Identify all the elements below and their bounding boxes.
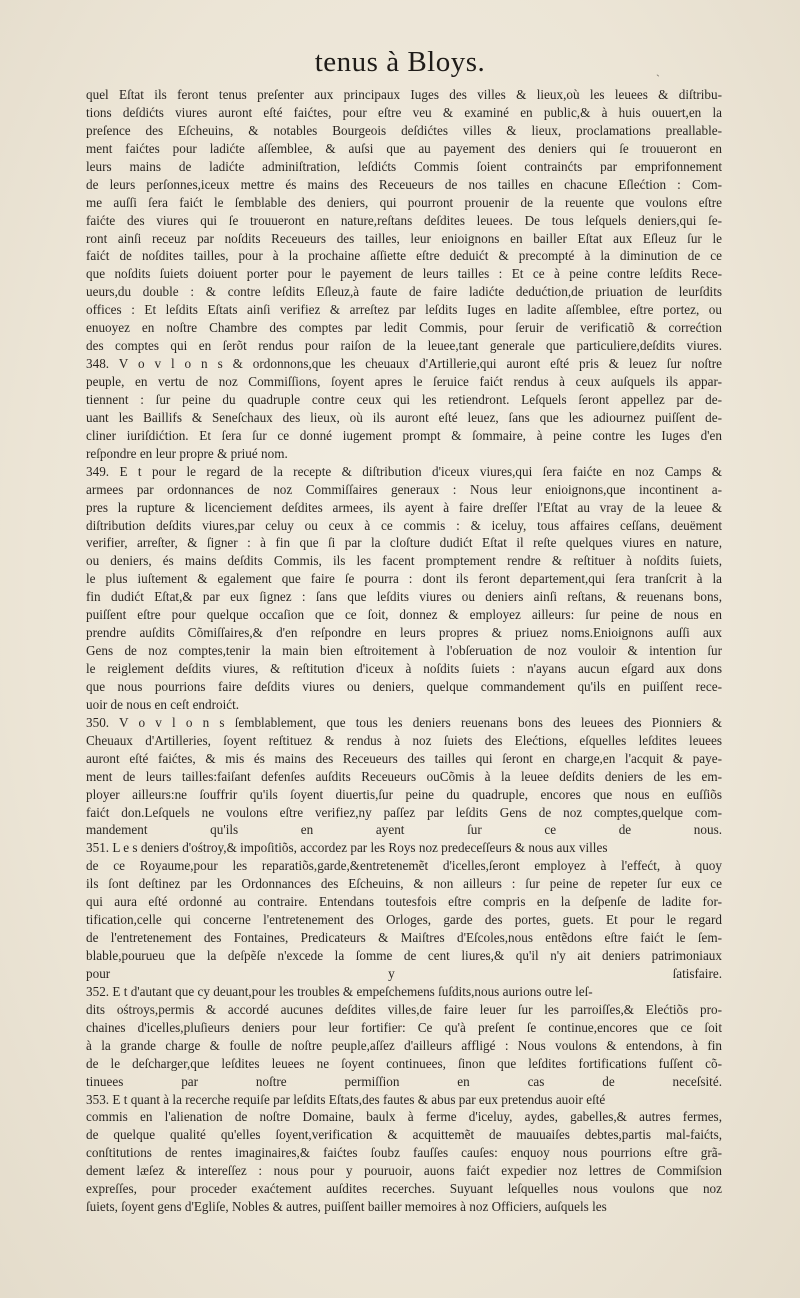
text-line: mandement qu'ils en ayent ſur ce de nous. [86, 822, 722, 838]
text-line: que nous pourrions faire deſdits viures ou deniers, quelque commandement qu'ils en puiſſent rece- [86, 678, 722, 694]
text-line: verifier, arreſter, & ſigner : à fin que ſi par la cloſture dudićt Eſtat il reſte quelques viures en nature, [86, 535, 722, 551]
text-line: de ce Royaume,pour les reparatiõs,garde,&entretenemẽt d'icelles,ſeront employez à l'effećt, à quoy [86, 858, 722, 874]
text-line: Gens de noz comptes,tenir la main bien eſtroitement à l'obſeruation de noz vouloir & intention ſur [86, 643, 722, 659]
text-line: ils ſont deſtinez par les Ordonnances des Eſcheuins, & non ailleurs : ſur peine de repeter ſur eux ce [86, 876, 722, 892]
text-line: commis en l'alienation de noſtre Domaine, baulx à ferme d'iceluy, aydes, gabelles,& autres fermes, [86, 1109, 722, 1125]
text-line: 350. V o v l o n s ſemblablement, que tous les deniers reuenans bons des leuees des Pionniers & [86, 714, 722, 730]
text-line: ueurs,du double : & contre leſdits Eſleuz,à faute de faire ladićte dedućtion,de priuation de leurſdits [86, 284, 722, 300]
text-line: tions deſdićts viures auront eſté faićtes, pour eſtre veu & examiné en public,& à huis ouuert,en la [86, 104, 722, 120]
text-line: 351. L e s deniers d'ośtroy,& impoſitiõs, accordez par les Roys noz predeceſſeurs & nous aux villes [86, 840, 608, 856]
text-line: preſence des Eſcheuins, & notables Bourgeois deſdićtes villes & lieux, proclamations preallable- [86, 122, 722, 138]
text-line: auront eſté faićtes, & mis és mains des Receueurs des tailles qui ſeront en charge,en l'acquit & paye- [86, 750, 722, 766]
text-line: qui aura eſté ordonné au contraire. Entendans toutesfois eſtre compris en la deſpenſe de ladite for- [86, 894, 722, 910]
text-line: 349. E t pour le regard de la recepte & diſtribution d'iceux viures,qui ſera faićte en noz Camps & [86, 463, 722, 479]
text-line: le plus iuſtement & egalement que faire ſe pourra : dont ils feront departement,qui ſera tranſcrit à la [86, 571, 722, 587]
text-line: uoir de nous en ceſt endroićt. [86, 696, 240, 712]
text-line: chaines d'icelles,pluſieurs deniers pour leur fortifier: Ce qu'à preſent ſe continue,encores que ce ſoit [86, 1019, 722, 1035]
text-line: à la grande charge & foulle de noſtre peuple,aſſez d'ailleurs affligé : Nous voulons & entendons, à fin [86, 1037, 722, 1053]
text-line: Cheuaux d'Artilleries, ſoyent reſtituez & rendus à noz ſuiets des Elećtions, eſquelles leſdites leuees [86, 732, 722, 748]
text-line: diſtribution deſdits viures,par celuy ou ceux à ce commis : & iceluy, tous affaires ceſſans, deuëment [86, 517, 722, 533]
text-line: enuoyez en noſtre Chambre des comptes par ledit Commis, pour ſeruir de verificatiõ & correćtion [86, 320, 722, 336]
page-corner-mark: ˋ [656, 72, 660, 86]
text-line: cliner iuriſdićtion. Et ſera ſur ce donné iugement prompt & ſommaire, à peine contre les Iuges d'en [86, 427, 722, 443]
text-line: de l'entretenement des Fontaines, Predicateurs & Maiſtres d'Eſcoles,nous entẽdons eſtre faićt le ſem- [86, 930, 722, 946]
text-line: 352. E t d'autant que cy deuant,pour les troubles & empeſchemens ſuſdits,nous aurions outre leſ- [86, 983, 593, 999]
text-line: prendre auſdits Cõmiſſaires,& d'en reſpondre en leurs propres & priuez noms.Enioignons auſſi aux [86, 625, 722, 641]
text-line: de leurs perſonnes,iceux mettre és mains des Receueurs de nos tailles en chacune Eſlećtion : Com- [86, 176, 722, 192]
text-line: me auſſi ſera faićt le ſemblable des deniers, qui pourront prouenir de la reuente que voulons eſtre [86, 194, 722, 210]
text-line: pour y ſatisfaire. [86, 965, 722, 981]
text-line: conſtitutions de rentes imaginaires,& faićtes ſoubz fauſſes cauſes: enquoy nous pourrions eſtre grã- [86, 1145, 722, 1161]
text-line: reſpondre en leur propre & priué nom. [86, 445, 288, 461]
text-line: ou deniers, és mains deſdits Commis, ils les facent promptement rendre & reſtituer à noſdits ſuiets, [86, 553, 722, 569]
text-line: peuple, en vertu de noz Commiſſions, ſoyent apres le ſeruice faićt rendus à ceux auſquels ils appar- [86, 374, 722, 389]
text-line: armees par ordonnances de noz Commiſſaires generaux : Nous leur enioignons,que incontinent a- [86, 481, 722, 497]
text-line: faićt de noſdites tailles, pour à la prochaine aſſiette eſtre deduićt & precompté à la diminution de ce [86, 248, 722, 264]
text-line: puiſſent eſtre pour quelque occaſion que ce ſoit, donnez & employez ailleurs: ſur peine de nous en [86, 607, 722, 623]
text-line: ront ainſi receuz par noſdits Receueurs des tailles, leur enioignons en bailler Eſtat aux Eſleuz ſur le [86, 230, 722, 246]
text-line: leurs mains de ladićte adminiſtration, leſdićts Commis ſoient contrainćts par emprifonnement [86, 158, 722, 174]
text-line: tification,celle qui concerne l'entretenement des Orloges, garde des portes, guets. Et pour le regard [86, 912, 722, 928]
text-line: pres la rupture & licenciement deſdites armees, ils ayent à faire dreſſer l'Eſtat au vray de la leuee & [86, 499, 722, 515]
text-line: uant les Baillifs & Seneſchaux des lieux, où ils auront eſté leuez, ſans que les adiournez puiſſent de- [86, 409, 722, 425]
text-line: 353. E t quant à la recerche requiſe par leſdits Eſtats,des fautes & abus par eux pretendus auoir eſté [86, 1091, 606, 1107]
text-line: le reiglement deſdits viures, & reſtitution d'iceux à noſdits ſuiets : n'ayans aucun eſgard aux dons [86, 661, 722, 676]
text-line: faićte des viures qui ſe trouueront en nature,reſtans deſdites leuees. De tous leſquels deniers,qui ſe- [86, 212, 722, 228]
text-line: dits ośtroys,permis & accordé aucunes deſdites villes,de faire leuer ſur les parroiſſes,& Elećtiõs pro- [86, 1001, 722, 1017]
text-line: offices : Et leſdits Eſtats ainſi verifiez & arreſtez par leſdits Iuges en ladite aſſemblee, eſtre portez, ou [86, 302, 722, 318]
text-line: de quelque qualité qu'elles ſoyent,verification & acquittemẽt de mauuaiſes debtes,partis mal-faićts, [86, 1127, 722, 1143]
text-line: quel Eſtat ils feront tenus preſenter aux principaux Iuges des villes & lieux,où les leuees & diſtribu- [86, 87, 722, 102]
text-line: blable,pourueu que la deſpẽſe n'excede la ſomme de cent liures,& qu'il n'y ait deniers patrimoniaux [86, 948, 722, 963]
text-line: de le deſcharger,que leſdites leuees ne ſoyent continuees, ſinon que leſdites fortifications fuſſent cõ- [86, 1055, 722, 1071]
text-line: ployer ailleurs:ne ſouffrir qu'ils ſoyent diuertis,ſur peine du quadruple, encores que nous en euſſiõs [86, 786, 722, 802]
text-line: tinuees par noſtre permiſſion en cas de neceſsité. [86, 1073, 722, 1089]
text-line: expreſſes, pour proceder exaćtement auſdites recerches. Suyuant leſquelles nous voulons que noz [86, 1181, 722, 1197]
body-text [86, 86, 722, 1216]
text-line: ment de leurs tailles:faiſant defenſes auſdits Receueurs ouCõmis à la leuee deſdits deniers de les em- [86, 768, 722, 784]
text-line: 348. V o v l o n s & ordonnons,que les cheuaux d'Artillerie,qui auront eſté pris & leuez ſur noſtre [86, 356, 722, 372]
text-line: des comptes qui en ſerõt rendus pour raiſon de la leuee,tant generale que particuliere,deſdits viures. [86, 338, 722, 354]
text-line: ment faićtes pour ladićte aſſemblee, & auſsi que au payement des deniers qui ſe trouueront en [86, 140, 722, 156]
running-head: tenus à Bloys. [314, 46, 486, 78]
text-line: faićt don.Leſquels ne voulons eſtre verifiez,ny paſſez par leſdits Gens de noz comptes,quelque com- [86, 804, 722, 820]
text-line: tiennent : ſur peine du quadruple contre ceux qui les retiendront. Leſquels ſeront appellez par de- [86, 391, 722, 407]
text-line: fin dudićt Eſtat,& par eux ſignez : ſans que leſdits viures ou deniers ainſi reſtans, & reuenans bons, [86, 589, 722, 605]
text-line: que noſdits ſuiets doiuent porter pour le payement de leurs tailles : Et ce à peine contre leſdits Rece- [86, 266, 722, 282]
text-line: dement læſez & intereſſez : nous pour y pouruoir, auons faićt expedier noz lettres de Commiſsion [86, 1163, 722, 1179]
text-line: ſuiets, ſoyent gens d'Egliſe, Nobles & autres, puiſſent bailler memoires à noz Officiers, auſquels les [86, 1199, 607, 1215]
